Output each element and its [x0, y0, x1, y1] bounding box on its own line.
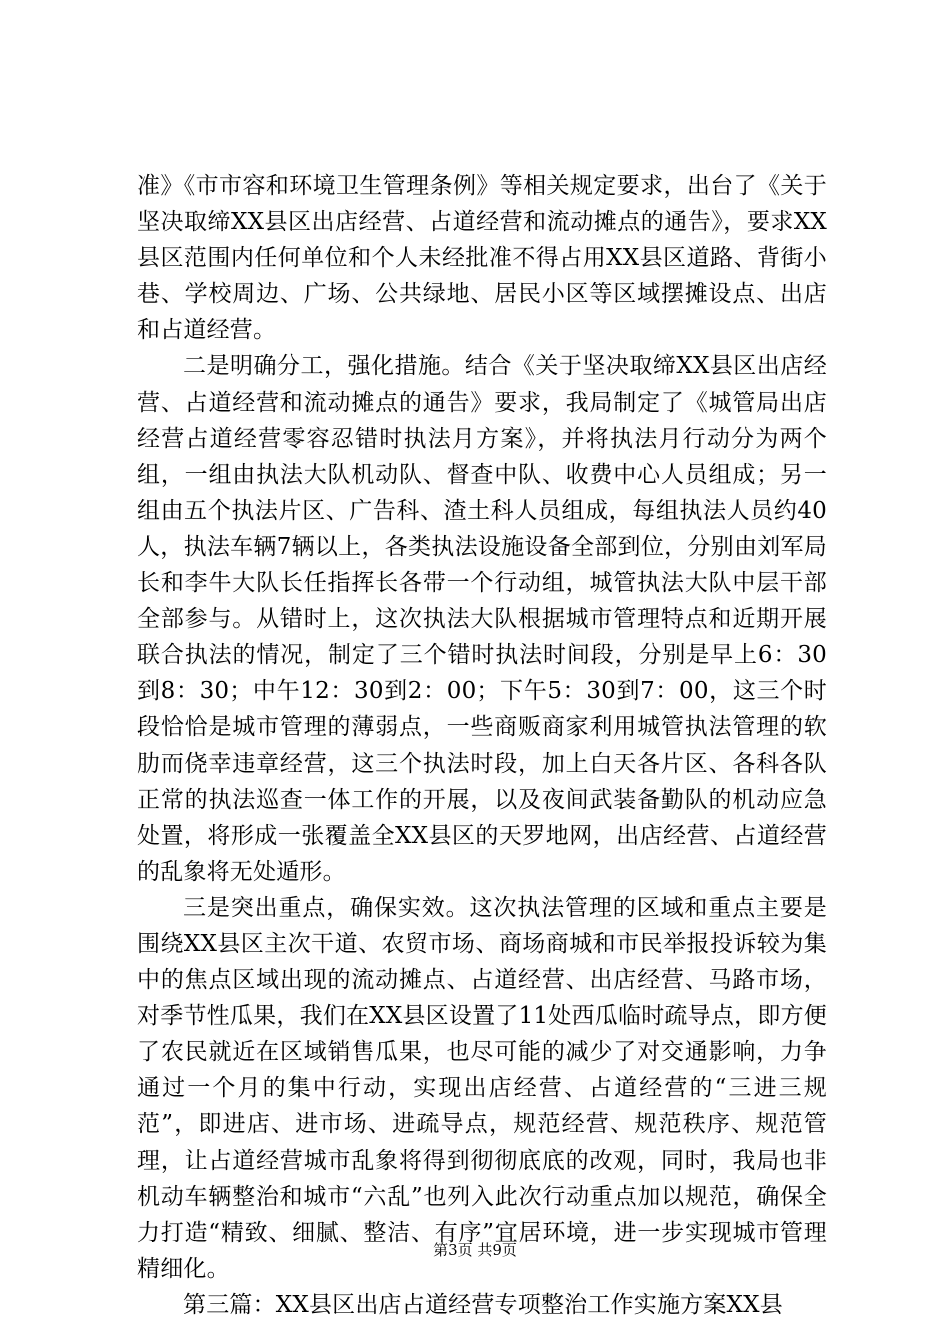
document-body: [137, 168, 827, 1323]
paragraph-division-of-labor: 二是明确分工，强化措施。结合《关于坚决取缔XX县区出店经营、占道经营和流动摊点的通告》要求，我局制定了《城管局出店经营占道经营零容忍错时执法月方案》，并将执法月行动分为两个组，一组由执法大队机动队、督查中队、收费中心人员组成；另一组由五个执法片区、广告科、渣土科人员组成，每组执法人员约40人，执法车辆7辆以上，各类执法设施设备全部到位，分别由刘军局长和李牛大队长任指挥长各带一个行动组，城管执法大队中层干部全部参与。从错时上，这次执法大队根据城市管理特点和近期开展联合执法的情况，制定了三个错时执法时间段，分别是早上6：30到8：30；中午12：30到2：00；下午5：30到7：00，这三个时段恰恰是城市管理的薄弱点，一些商贩商家利用城管执法管理的软肋而侥幸违章经营，这三个执法时段，加上白天各片区、各科各队正常的执法巡查一体工作的开展，以及夜间武装备勤队的机动应急处置，将形成一张覆盖全XX县区的天罗地网，出店经营、占道经营的乱象将无处遁形。: [137, 353, 827, 885]
paragraph-section-three-heading: 第三篇：XX县区出店占道经营专项整治工作实施方案XX县: [183, 1291, 783, 1318]
paragraph-continuation: 准》《市市容和环境卫生管理条例》等相关规定要求，出台了《关于坚决取缔XX县区出店经营、占道经营和流动摊点的通告》，要求XX县区范围内任何单位和个人未经批准不得占用XX县区道路、背街小巷、学校周边、广场、公共绿地、居民小区等区域摆摊设点、出店和占道经营。: [137, 173, 827, 344]
paragraph-key-points: 三是突出重点，确保实效。这次执法管理的区域和重点主要是围绕XX县区主次干道、农贸市场、商场商城和市民举报投诉较为集中的焦点区域出现的流动摊点、占道经营、出店经营、马路市场，对季节性瓜果，我们在XX县区设置了11处西瓜临时疏导点，即方便了农民就近在区域销售瓜果，也尽可能的减少了对交通影响，力争通过一个月的集中行动，实现出店经营、占道经营的“三进三规范”，即进店、进市场、进疏导点，规范经营、规范秩序、规范管理，让占道经营城市乱象将得到彻彻底底的改观，同时，我局也非机动车辆整治和城市“六乱”也列入此次行动重点加以规范，确保全力打造“精致、细腻、整洁、有序”宜居环境，进一步实现城市管理精细化。: [137, 894, 827, 1282]
page-number-footer: 第3页 共9页: [433, 1241, 517, 1259]
